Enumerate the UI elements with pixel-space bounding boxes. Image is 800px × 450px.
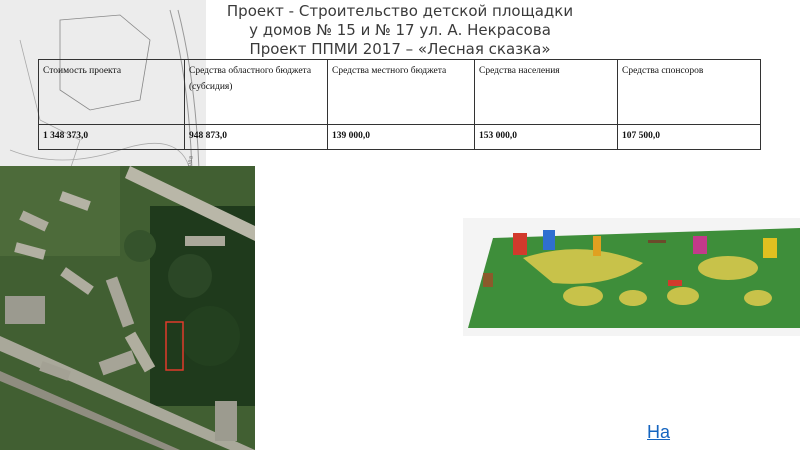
budget-table	[38, 59, 761, 150]
title-line-3: Проект ППМИ 2017 – «Лесная сказка»	[249, 40, 551, 58]
table-cell: 948 873,0	[185, 125, 328, 150]
table-header-cell: Средства областного бюджета (субсидия)	[185, 60, 328, 125]
table-cell: 139 000,0	[328, 125, 475, 150]
navigation-link[interactable]: На	[647, 422, 671, 442]
title-line-2: у домов № 15 и № 17 ул. А. Некрасова	[249, 21, 551, 39]
table-header-cell: Средства спонсоров	[618, 60, 761, 125]
satellite-image	[0, 166, 255, 450]
playground-model-photo	[463, 218, 800, 336]
page-title	[0, 2, 800, 59]
table-header-cell: Средства населения	[475, 60, 618, 125]
table-cell: 1 348 373,0	[39, 125, 185, 150]
table-header-cell: Средства местного бюджета	[328, 60, 475, 125]
table-header-row	[39, 60, 761, 125]
table-cell: 107 500,0	[618, 125, 761, 150]
table-header-cell: Стоимость проекта	[39, 60, 185, 125]
table-cell: 153 000,0	[475, 125, 618, 150]
title-line-1: Проект - Строительство детской площадки	[226, 2, 574, 20]
table-row	[39, 125, 761, 150]
